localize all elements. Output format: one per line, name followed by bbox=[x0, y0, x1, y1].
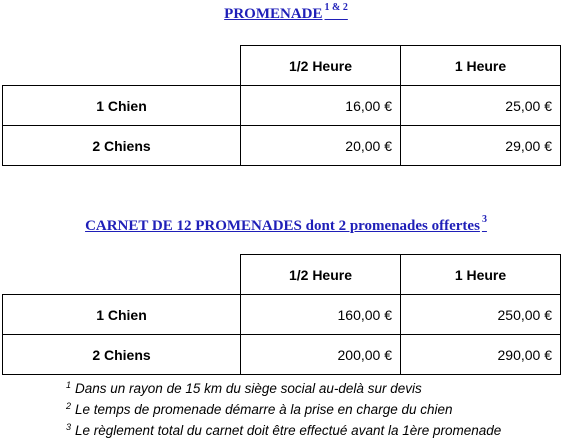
promenade-price-table bbox=[2, 45, 561, 166]
footnote-text: Dans un rayon de 15 km du siège social au-delà sur devis bbox=[75, 381, 422, 396]
footnote bbox=[66, 378, 501, 399]
carnet-price-table bbox=[2, 254, 561, 375]
footnote bbox=[66, 420, 501, 441]
footnote-text: Le temps de promenade démarre à la prise en charge du chien bbox=[75, 402, 453, 417]
table-corner bbox=[3, 255, 241, 295]
price-cell: 20,00 € bbox=[241, 126, 401, 166]
table-row bbox=[3, 126, 561, 166]
price-cell: 250,00 € bbox=[401, 295, 561, 335]
price-cell: 25,00 € bbox=[401, 86, 561, 126]
footnote-number: 2 bbox=[66, 401, 72, 411]
footnotes bbox=[66, 378, 501, 441]
column-header-one-hour: 1 Heure bbox=[401, 46, 561, 86]
footnote-number: 1 bbox=[66, 380, 72, 390]
row-label: 2 Chiens bbox=[3, 335, 241, 375]
price-cell: 200,00 € bbox=[241, 335, 401, 375]
carnet-title-footnote-ref: 3 bbox=[481, 214, 487, 225]
table-corner bbox=[3, 46, 241, 86]
footnote-number: 3 bbox=[66, 422, 72, 432]
promenade-title-footnote-ref: 1 & 2 bbox=[324, 2, 348, 13]
promenade-title-text: PROMENADE bbox=[224, 6, 323, 22]
table-row bbox=[3, 295, 561, 335]
column-header-half-hour: 1/2 Heure bbox=[241, 46, 401, 86]
price-cell: 29,00 € bbox=[401, 126, 561, 166]
price-cell: 16,00 € bbox=[241, 86, 401, 126]
column-header-one-hour: 1 Heure bbox=[401, 255, 561, 295]
row-label: 2 Chiens bbox=[3, 126, 241, 166]
footnote-text: Le règlement total du carnet doit être effectué avant la 1ère promenade bbox=[75, 423, 502, 438]
carnet-title bbox=[0, 214, 572, 235]
price-cell: 160,00 € bbox=[241, 295, 401, 335]
price-cell: 290,00 € bbox=[401, 335, 561, 375]
footnote bbox=[66, 399, 501, 420]
row-label: 1 Chien bbox=[3, 295, 241, 335]
carnet-title-text: CARNET DE 12 PROMENADES dont 2 promenades offertes bbox=[85, 218, 480, 234]
row-label: 1 Chien bbox=[3, 86, 241, 126]
column-header-half-hour: 1/2 Heure bbox=[241, 255, 401, 295]
table-row bbox=[3, 86, 561, 126]
table-row bbox=[3, 335, 561, 375]
table-header-row bbox=[3, 46, 561, 86]
promenade-title bbox=[0, 2, 572, 23]
table-header-row bbox=[3, 255, 561, 295]
